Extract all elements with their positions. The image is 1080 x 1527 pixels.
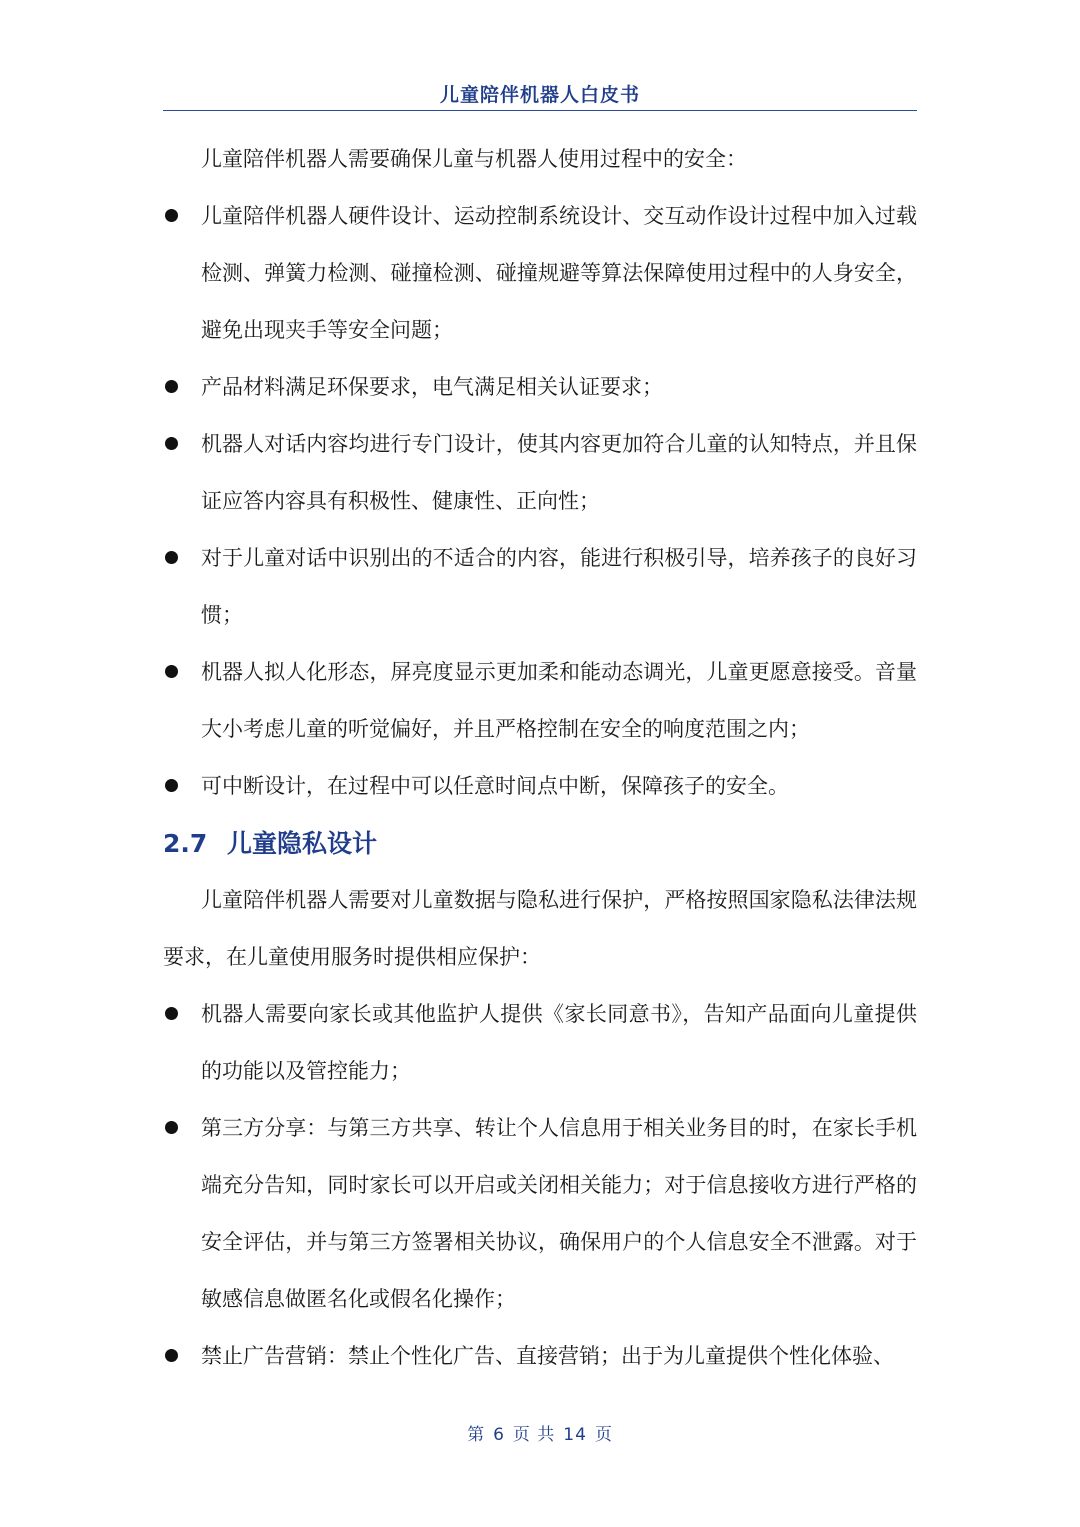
safety-intro: 儿童陪伴机器人需要确保儿童与机器人使用过程中的安全： — [201, 147, 747, 171]
privacy-bullet-1 — [163, 986, 917, 1100]
bullet-icon — [165, 1349, 178, 1362]
bullet-text: 对于儿童对话中识别出的不适合的内容，能进行积极引导，培养孩子的良好习惯； — [201, 546, 917, 627]
bullet-text: 机器人对话内容均进行专门设计，使其内容更加符合儿童的认知特点，并且保证应答内容具有积极性、健康性、正向性； — [201, 432, 917, 513]
bullet-icon — [165, 437, 178, 450]
bullet-icon — [165, 665, 178, 678]
bullet-text: 机器人拟人化形态，屏亮度显示更加柔和能动态调光，儿童更愿意接受。音量大小考虑儿童的听觉偏好，并且严格控制在安全的响度范围之内； — [201, 660, 917, 741]
safety-bullet-4 — [163, 530, 917, 644]
section-number: 2.7 — [163, 829, 208, 858]
safety-bullet-6 — [163, 758, 917, 815]
running-header: 儿童陪伴机器人白皮书 — [439, 84, 640, 106]
bullet-icon — [165, 1007, 178, 1020]
bullet-icon — [165, 779, 178, 792]
safety-bullet-1 — [163, 188, 917, 359]
bullet-text: 禁止广告营销：禁止个性化广告、直接营销；出于为儿童提供个性化体验、 — [201, 1344, 894, 1368]
page-number: 6 — [493, 1425, 505, 1445]
footer-middle: 页 共 — [512, 1425, 556, 1445]
bullet-text: 机器人需要向家长或其他监护人提供《家长同意书》，告知产品面向儿童提供的功能以及管控能力； — [201, 1002, 917, 1083]
header-divider — [163, 110, 917, 111]
footer-prefix: 第 — [467, 1425, 486, 1445]
bullet-text: 儿童陪伴机器人硬件设计、运动控制系统设计、交互动作设计过程中加入过载检测、弹簧力检测、碰撞检测、碰撞规避等算法保障使用过程中的人身安全，避免出现夹手等安全问题； — [201, 204, 917, 342]
footer-suffix: 页 — [594, 1425, 613, 1445]
bullet-text: 可中断设计，在过程中可以任意时间点中断，保障孩子的安全。 — [201, 774, 789, 798]
bullet-icon — [165, 551, 178, 564]
safety-bullet-5 — [163, 644, 917, 758]
safety-bullet-3 — [163, 416, 917, 530]
bullet-icon — [165, 209, 178, 222]
section-title: 儿童隐私设计 — [227, 829, 378, 858]
bullet-icon — [165, 1121, 178, 1134]
page-body — [163, 131, 917, 1385]
bullet-text: 产品材料满足环保要求，电气满足相关认证要求； — [201, 375, 663, 399]
privacy-bullet-3 — [163, 1328, 917, 1385]
safety-bullet-2 — [163, 359, 917, 416]
privacy-bullet-2 — [163, 1100, 917, 1328]
section-heading — [163, 815, 917, 872]
privacy-intro: 儿童陪伴机器人需要对儿童数据与隐私进行保护，严格按照国家隐私法律法规要求，在儿童使用服务时提供相应保护： — [163, 888, 917, 969]
bullet-text: 第三方分享：与第三方共享、转让个人信息用于相关业务目的时，在家长手机端充分告知，同时家长可以开启或关闭相关能力；对于信息接收方进行严格的安全评估，并与第三方签署相关协议，确保用户的个人信息安全不泄露。对于敏感信息做匿名化或假名化操作； — [201, 1116, 917, 1311]
bullet-icon — [165, 380, 178, 393]
total-pages: 14 — [563, 1425, 587, 1445]
page-footer — [0, 1420, 1080, 1445]
